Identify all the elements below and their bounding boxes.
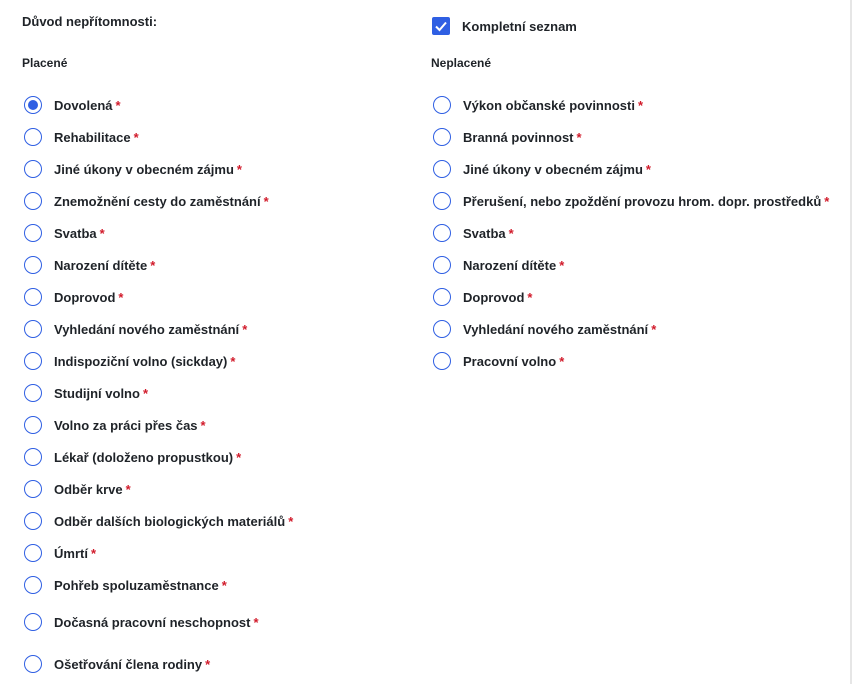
- radio-unchecked-icon[interactable]: [433, 352, 451, 370]
- option-text: Vyhledání nového zaměstnání: [463, 321, 649, 337]
- option-text: Ošetřování člena rodiny: [54, 656, 203, 672]
- paid-option[interactable]: [24, 537, 293, 569]
- required-marker: *: [651, 321, 657, 337]
- paid-option[interactable]: [24, 643, 293, 684]
- unpaid-option[interactable]: [433, 345, 829, 377]
- option-label: [54, 130, 139, 145]
- paid-option[interactable]: [24, 249, 293, 281]
- required-marker: *: [205, 656, 211, 672]
- option-text: Pracovní volno: [463, 353, 557, 369]
- radio-unchecked-icon[interactable]: [433, 320, 451, 338]
- complete-list-checkbox[interactable]: [432, 17, 577, 35]
- radio-unchecked-icon[interactable]: [24, 655, 42, 673]
- required-marker: *: [559, 353, 565, 369]
- paid-option[interactable]: [24, 121, 293, 153]
- required-marker: *: [236, 449, 242, 465]
- option-label: [54, 657, 210, 672]
- option-text: Výkon občanské povinnosti: [463, 97, 635, 113]
- option-text: Doprovod: [463, 289, 525, 305]
- option-label: [54, 290, 123, 305]
- option-label: [54, 258, 155, 273]
- option-text: Jiné úkony v obecném zájmu: [463, 161, 643, 177]
- required-marker: *: [824, 193, 830, 209]
- radio-unchecked-icon[interactable]: [24, 480, 42, 498]
- complete-list-label: Kompletní seznam: [462, 18, 577, 34]
- required-marker: *: [221, 577, 227, 593]
- paid-option[interactable]: [24, 153, 293, 185]
- required-marker: *: [99, 225, 105, 241]
- option-text: Narození dítěte: [54, 257, 148, 273]
- radio-unchecked-icon[interactable]: [433, 160, 451, 178]
- required-marker: *: [242, 321, 248, 337]
- option-text: Jiné úkony v obecném zájmu: [54, 161, 234, 177]
- option-label: [463, 226, 514, 241]
- option-label: [463, 290, 532, 305]
- option-text: Dočasná pracovní neschopnost: [54, 614, 251, 630]
- radio-unchecked-icon[interactable]: [24, 128, 42, 146]
- required-marker: *: [236, 161, 242, 177]
- unpaid-options: [433, 89, 829, 377]
- required-marker: *: [559, 257, 565, 273]
- radio-unchecked-icon[interactable]: [433, 128, 451, 146]
- radio-unchecked-icon[interactable]: [433, 256, 451, 274]
- radio-unchecked-icon[interactable]: [24, 192, 42, 210]
- radio-unchecked-icon[interactable]: [24, 288, 42, 306]
- option-label: [54, 162, 242, 177]
- radio-unchecked-icon[interactable]: [24, 448, 42, 466]
- paid-options: [24, 89, 293, 684]
- paid-option[interactable]: [24, 505, 293, 537]
- required-marker: *: [115, 97, 121, 113]
- option-label: [463, 322, 656, 337]
- radio-unchecked-icon[interactable]: [433, 288, 451, 306]
- option-text: Pohřeb spoluzaměstnance: [54, 577, 219, 593]
- checkmark-icon: [434, 19, 448, 33]
- option-label: [54, 615, 259, 630]
- paid-option[interactable]: [24, 441, 293, 473]
- radio-unchecked-icon[interactable]: [433, 96, 451, 114]
- option-text: Odběr krve: [54, 481, 123, 497]
- option-text: Studijní volno: [54, 385, 140, 401]
- option-label: [54, 450, 241, 465]
- option-label: [463, 162, 651, 177]
- option-label: [463, 258, 564, 273]
- radio-unchecked-icon[interactable]: [24, 416, 42, 434]
- unpaid-option[interactable]: [433, 249, 829, 281]
- option-label: [463, 354, 564, 369]
- option-label: [54, 226, 105, 241]
- checkbox-checked-icon[interactable]: [432, 17, 450, 35]
- option-label: [54, 482, 131, 497]
- option-text: Odběr dalších biologických materiálů: [54, 513, 286, 529]
- required-marker: *: [90, 545, 97, 561]
- paid-option[interactable]: [24, 217, 293, 249]
- unpaid-option[interactable]: [433, 153, 829, 185]
- required-marker: *: [133, 129, 139, 145]
- option-label: [54, 578, 227, 593]
- unpaid-option[interactable]: [433, 313, 829, 345]
- option-text: Indispoziční volno (sickday): [54, 353, 228, 369]
- required-marker: *: [125, 481, 131, 497]
- radio-unchecked-icon[interactable]: [24, 613, 42, 631]
- radio-unchecked-icon[interactable]: [24, 256, 42, 274]
- option-label: [54, 194, 269, 209]
- option-label: [54, 386, 148, 401]
- paid-option[interactable]: [24, 89, 293, 121]
- option-text: Dovolená: [54, 97, 113, 113]
- option-text: Volno za práci přes čas: [54, 417, 198, 433]
- option-label: [463, 194, 829, 209]
- required-marker: *: [527, 289, 533, 305]
- option-text: Znemožnění cesty do zaměstnání: [54, 193, 261, 209]
- radio-unchecked-icon[interactable]: [24, 352, 42, 370]
- paid-option[interactable]: [24, 601, 293, 643]
- radio-unchecked-icon[interactable]: [24, 384, 42, 402]
- paid-heading: Placené: [22, 56, 68, 70]
- unpaid-option[interactable]: [433, 89, 829, 121]
- unpaid-option[interactable]: [433, 121, 829, 153]
- paid-option[interactable]: [24, 377, 293, 409]
- paid-option[interactable]: [24, 473, 293, 505]
- option-label: [54, 98, 121, 113]
- unpaid-option[interactable]: [433, 281, 829, 313]
- radio-unchecked-icon[interactable]: [24, 160, 42, 178]
- option-label: [54, 546, 96, 561]
- required-marker: *: [200, 417, 206, 433]
- option-text: Narození dítěte: [463, 257, 557, 273]
- option-label: [54, 354, 235, 369]
- radio-unchecked-icon[interactable]: [433, 224, 451, 242]
- option-label: [54, 514, 293, 529]
- radio-checked-icon[interactable]: [24, 96, 42, 114]
- paid-option[interactable]: [24, 281, 293, 313]
- unpaid-heading: Neplacené: [431, 56, 492, 70]
- option-label: [463, 130, 582, 145]
- option-label: [54, 322, 247, 337]
- required-marker: *: [637, 97, 643, 113]
- option-text: Úmrtí: [54, 545, 88, 561]
- paid-option[interactable]: [24, 345, 293, 377]
- option-text: Přerušení, nebo zpoždění provozu hrom. dopr. prostředků: [463, 193, 822, 209]
- required-marker: *: [253, 614, 259, 630]
- option-text: Svatba: [54, 225, 97, 241]
- required-marker: *: [118, 289, 124, 305]
- required-marker: *: [508, 225, 514, 241]
- paid-option[interactable]: [24, 569, 293, 601]
- radio-unchecked-icon[interactable]: [24, 544, 42, 562]
- option-text: Rehabilitace: [54, 129, 131, 145]
- paid-option[interactable]: [24, 313, 293, 345]
- paid-option[interactable]: [24, 409, 293, 441]
- option-text: Svatba: [463, 225, 506, 241]
- radio-unchecked-icon[interactable]: [24, 512, 42, 530]
- required-marker: *: [263, 193, 269, 209]
- unpaid-option[interactable]: [433, 185, 829, 217]
- radio-unchecked-icon[interactable]: [433, 192, 451, 210]
- unpaid-option[interactable]: [433, 217, 829, 249]
- option-label: [463, 98, 643, 113]
- paid-option[interactable]: [24, 185, 293, 217]
- radio-unchecked-icon[interactable]: [24, 224, 42, 242]
- radio-unchecked-icon[interactable]: [24, 576, 42, 594]
- option-text: Doprovod: [54, 289, 116, 305]
- option-text: Vyhledání nového zaměstnání: [54, 321, 240, 337]
- required-marker: *: [150, 257, 156, 273]
- required-marker: *: [142, 385, 148, 401]
- option-text: Lékař (doloženo propustkou): [54, 449, 234, 465]
- option-label: [54, 418, 206, 433]
- required-marker: *: [230, 353, 236, 369]
- radio-unchecked-icon[interactable]: [24, 320, 42, 338]
- absence-reason-title: Důvod nepřítomnosti:: [22, 14, 158, 29]
- required-marker: *: [645, 161, 651, 177]
- required-marker: *: [288, 513, 294, 529]
- required-marker: *: [576, 129, 582, 145]
- option-text: Branná povinnost: [463, 129, 574, 145]
